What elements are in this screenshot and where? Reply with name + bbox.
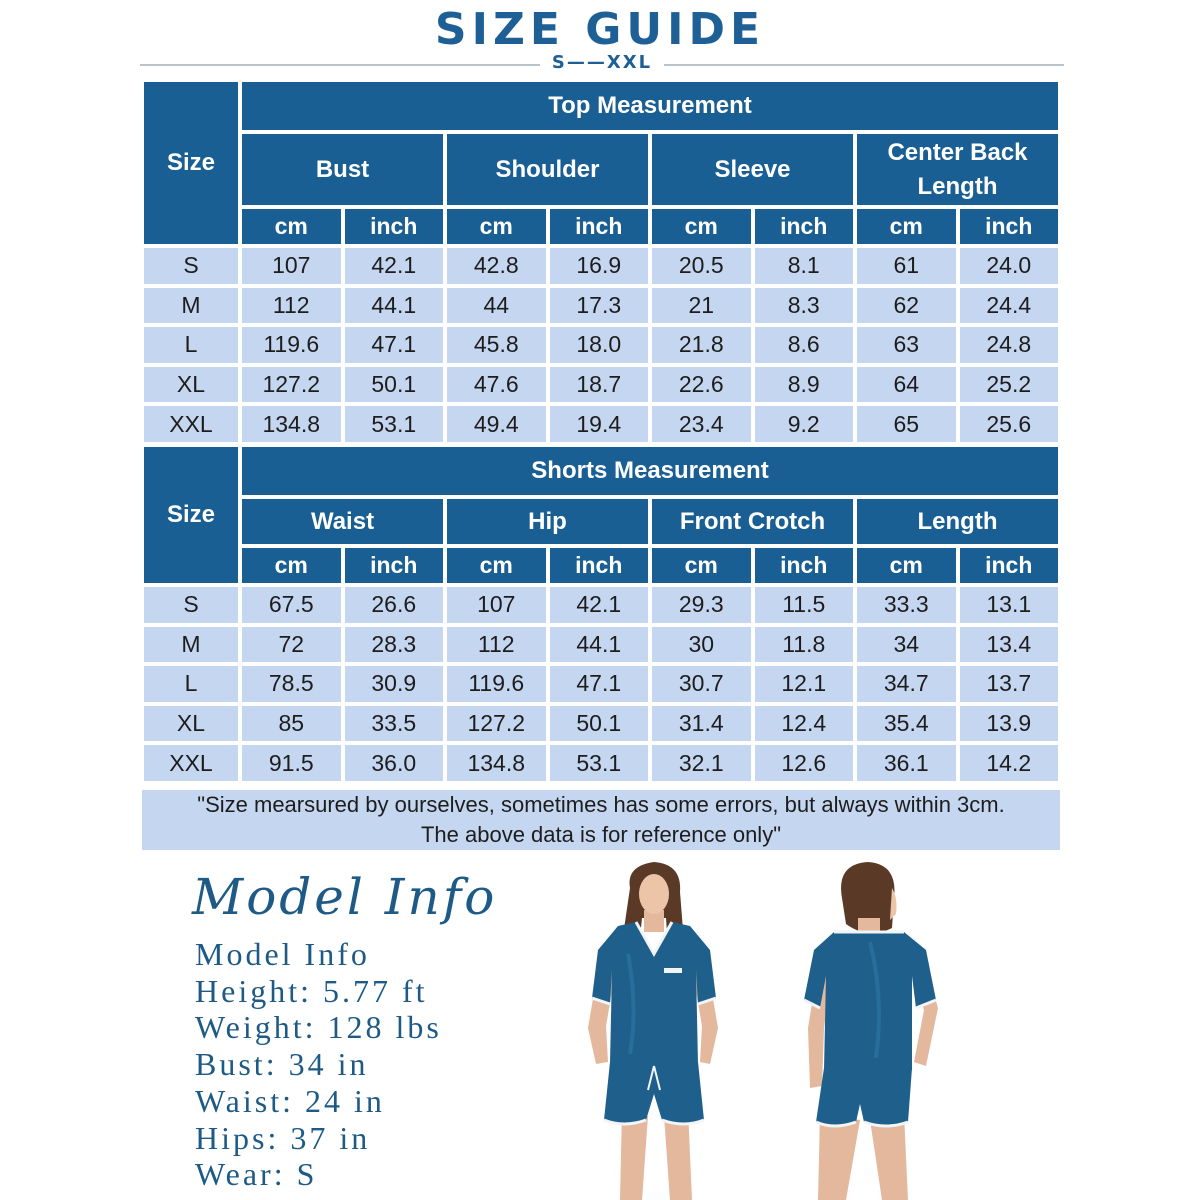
value-cell: 47.1 (345, 327, 444, 363)
value-cell: 127.2 (242, 367, 341, 403)
model-info-heading: Model Info (192, 868, 498, 926)
unit-header: inch (755, 548, 854, 583)
shorts-measurement-title: Shorts Measurement (242, 447, 1058, 495)
value-cell: 14.2 (960, 745, 1059, 781)
value-cell: 112 (447, 627, 546, 663)
disclaimer-line-1: "Size mearsured by ourselves, sometimes has some errors, but always within 3cm. (197, 792, 1005, 817)
model-back-photo (800, 858, 970, 1200)
table-row (144, 327, 1058, 363)
value-cell: 119.6 (242, 327, 341, 363)
value-cell: 127.2 (447, 706, 546, 742)
group-header-center-back-length: Center Back Length (857, 134, 1058, 205)
unit-header: cm (857, 548, 956, 583)
model-front-photo (578, 858, 728, 1200)
group-header-hip: Hip (447, 499, 648, 544)
value-cell: 78.5 (242, 666, 341, 702)
table-row (144, 248, 1058, 284)
value-cell: 24.4 (960, 288, 1059, 324)
value-cell: 30.7 (652, 666, 751, 702)
value-cell: 134.8 (447, 745, 546, 781)
value-cell: 21.8 (652, 327, 751, 363)
value-cell: 53.1 (345, 406, 444, 442)
value-cell: 12.6 (755, 745, 854, 781)
value-cell: 31.4 (652, 706, 751, 742)
model-weight: Weight: 128 lbs (195, 1009, 442, 1046)
group-header-waist: Waist (242, 499, 443, 544)
measurement-disclaimer (142, 790, 1060, 850)
value-cell: 119.6 (447, 666, 546, 702)
model-waist: Waist: 24 in (195, 1082, 385, 1119)
top-measurement-table (140, 78, 1062, 446)
value-cell: 36.1 (857, 745, 956, 781)
value-cell: 44.1 (345, 288, 444, 324)
value-cell: 134.8 (242, 406, 341, 442)
size-range-label: S——XXL (551, 52, 653, 73)
size-cell: M (144, 627, 238, 663)
unit-header: cm (652, 548, 751, 583)
value-cell: 49.4 (447, 406, 546, 442)
value-cell: 18.0 (550, 327, 649, 363)
value-cell: 30 (652, 627, 751, 663)
value-cell: 12.4 (755, 706, 854, 742)
unit-header: inch (345, 548, 444, 583)
size-cell: XXL (144, 745, 238, 781)
model-bust: Bust: 34 in (195, 1046, 369, 1083)
unit-header: inch (755, 209, 854, 244)
size-cell: XXL (144, 406, 238, 442)
table-row (144, 706, 1058, 742)
value-cell: 63 (857, 327, 956, 363)
value-cell: 53.1 (550, 745, 649, 781)
value-cell: 67.5 (242, 587, 341, 623)
value-cell: 16.9 (550, 248, 649, 284)
value-cell: 24.8 (960, 327, 1059, 363)
value-cell: 28.3 (345, 627, 444, 663)
value-cell: 9.2 (755, 406, 854, 442)
value-cell: 72 (242, 627, 341, 663)
value-cell: 8.1 (755, 248, 854, 284)
size-cell: M (144, 288, 238, 324)
value-cell: 8.6 (755, 327, 854, 363)
unit-header: inch (345, 209, 444, 244)
value-cell: 13.7 (960, 666, 1059, 702)
unit-header: cm (857, 209, 956, 244)
unit-header: inch (550, 209, 649, 244)
table-row (144, 406, 1058, 442)
divider-right (664, 64, 1064, 66)
value-cell: 44.1 (550, 627, 649, 663)
disclaimer-line-2: The above data is for reference only" (420, 822, 781, 847)
value-cell: 29.3 (652, 587, 751, 623)
divider-left (140, 64, 540, 66)
table-row (144, 288, 1058, 324)
value-cell: 13.4 (960, 627, 1059, 663)
unit-header: inch (960, 209, 1059, 244)
size-cell: XL (144, 706, 238, 742)
value-cell: 22.6 (652, 367, 751, 403)
value-cell: 34 (857, 627, 956, 663)
group-header-sleeve: Sleeve (652, 134, 853, 205)
unit-header: cm (242, 209, 341, 244)
value-cell: 24.0 (960, 248, 1059, 284)
value-cell: 35.4 (857, 706, 956, 742)
size-cell: S (144, 587, 238, 623)
model-wear-size: Wear: S (195, 1156, 318, 1193)
group-header-bust: Bust (242, 134, 443, 205)
value-cell: 50.1 (550, 706, 649, 742)
table-row (144, 666, 1058, 702)
value-cell: 21 (652, 288, 751, 324)
value-cell: 11.8 (755, 627, 854, 663)
size-cell: L (144, 666, 238, 702)
value-cell: 47.6 (447, 367, 546, 403)
model-info-line: Model Info (195, 936, 370, 972)
value-cell: 17.3 (550, 288, 649, 324)
size-guide-title: SIZE GUIDE (434, 4, 766, 55)
size-cell: L (144, 327, 238, 363)
value-cell: 50.1 (345, 367, 444, 403)
table-row (144, 627, 1058, 663)
value-cell: 107 (447, 587, 546, 623)
unit-header: cm (447, 209, 546, 244)
value-cell: 36.0 (345, 745, 444, 781)
model-info-list (195, 936, 442, 1193)
value-cell: 107 (242, 248, 341, 284)
value-cell: 47.1 (550, 666, 649, 702)
size-cell: XL (144, 367, 238, 403)
value-cell: 42.8 (447, 248, 546, 284)
size-cell: S (144, 248, 238, 284)
value-cell: 26.6 (345, 587, 444, 623)
value-cell: 13.1 (960, 587, 1059, 623)
model-hips: Hips: 37 in (195, 1119, 371, 1156)
unit-header: cm (447, 548, 546, 583)
table-row (144, 367, 1058, 403)
value-cell: 33.3 (857, 587, 956, 623)
size-column-header: Size (144, 82, 238, 244)
value-cell: 25.6 (960, 406, 1059, 442)
value-cell: 91.5 (242, 745, 341, 781)
value-cell: 11.5 (755, 587, 854, 623)
value-cell: 44 (447, 288, 546, 324)
value-cell: 64 (857, 367, 956, 403)
value-cell: 20.5 (652, 248, 751, 284)
unit-header: cm (242, 548, 341, 583)
value-cell: 12.1 (755, 666, 854, 702)
value-cell: 33.5 (345, 706, 444, 742)
value-cell: 18.7 (550, 367, 649, 403)
value-cell: 23.4 (652, 406, 751, 442)
value-cell: 65 (857, 406, 956, 442)
value-cell: 8.3 (755, 288, 854, 324)
unit-header: inch (550, 548, 649, 583)
table-row (144, 745, 1058, 781)
model-height: Height: 5.77 ft (195, 972, 428, 1009)
group-header-shoulder: Shoulder (447, 134, 648, 205)
value-cell: 8.9 (755, 367, 854, 403)
value-cell: 85 (242, 706, 341, 742)
value-cell: 32.1 (652, 745, 751, 781)
value-cell: 42.1 (345, 248, 444, 284)
value-cell: 34.7 (857, 666, 956, 702)
unit-header: cm (652, 209, 751, 244)
group-header-length: Length (857, 499, 1058, 544)
value-cell: 45.8 (447, 327, 546, 363)
value-cell: 30.9 (345, 666, 444, 702)
shorts-measurement-table (140, 443, 1062, 785)
value-cell: 19.4 (550, 406, 649, 442)
unit-header: inch (960, 548, 1059, 583)
value-cell: 61 (857, 248, 956, 284)
value-cell: 62 (857, 288, 956, 324)
group-header-front-crotch: Front Crotch (652, 499, 853, 544)
table-row (144, 587, 1058, 623)
size-column-header: Size (144, 447, 238, 583)
value-cell: 42.1 (550, 587, 649, 623)
value-cell: 13.9 (960, 706, 1059, 742)
top-measurement-title: Top Measurement (242, 82, 1058, 130)
value-cell: 25.2 (960, 367, 1059, 403)
value-cell: 112 (242, 288, 341, 324)
